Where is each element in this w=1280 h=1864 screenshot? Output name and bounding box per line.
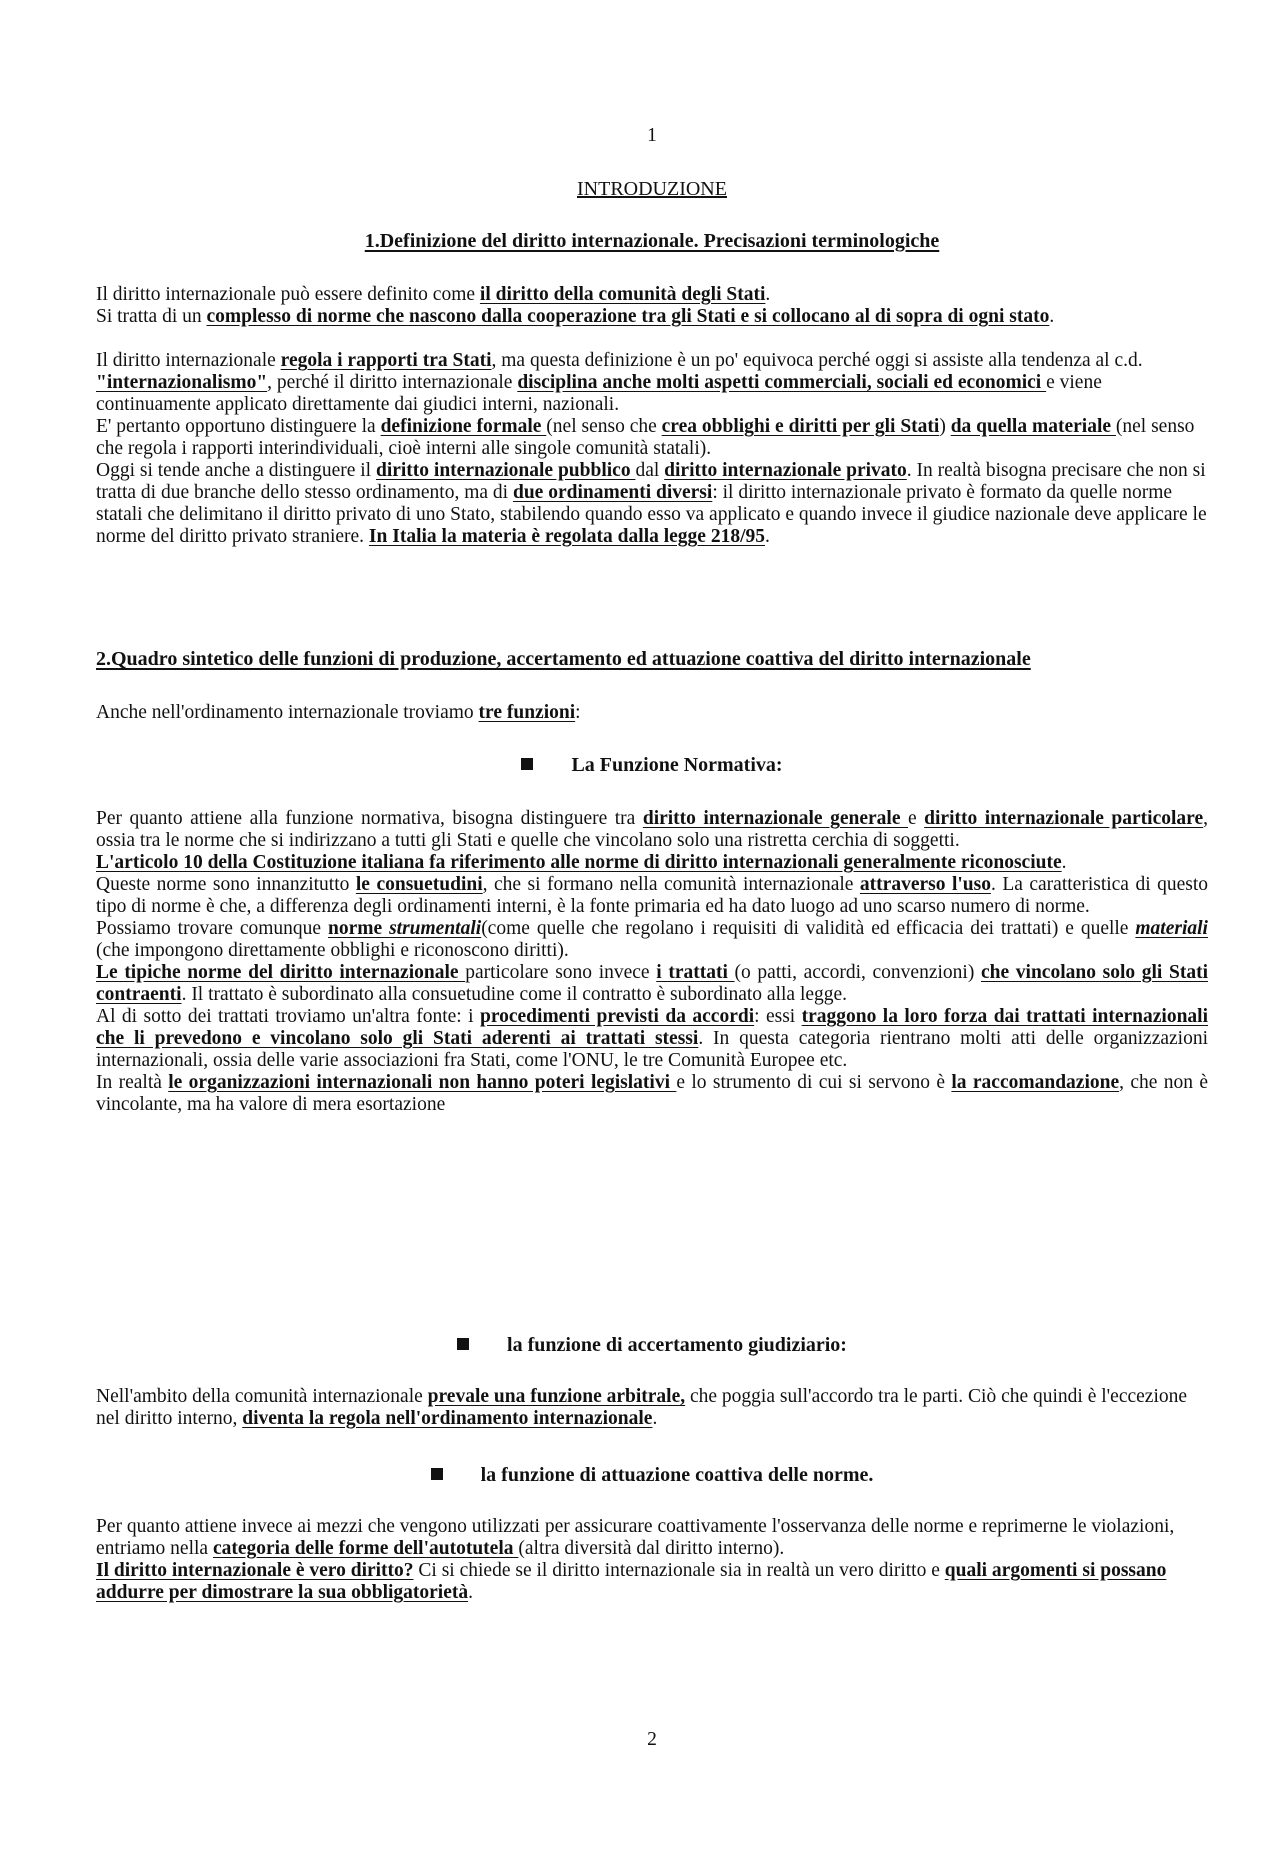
square-bullet-icon <box>431 1468 443 1480</box>
subheading-attuazione-coattiva: la funzione di attuazione coattiva delle norme. <box>96 1464 1208 1486</box>
page-number-bottom: 2 <box>647 1729 657 1750</box>
section1-paragraph2: Il diritto internazionale regola i rapporti tra Stati, ma questa definizione è un po' equivoca perché oggi si assiste alla tendenza al c.d. "internazionalismo", perché il diritto internazionale disciplina anche molti aspetti commerciali, sociali ed economici e viene continuamente applicato direttamente dai giudici interni, nazionali. E' pertanto opportuno distinguere la definizione formale (nel senso che crea obblighi e diritti per gli Stati) da quella materiale (nel senso che regola i rapporti interindividuali, cioè interni alle singole comunità statali). Oggi si tende anche a distinguere il diritto internazionale pubblico dal diritto internazionale privato. In realtà bisogna precisare che non si tratta di due branche dello stesso ordinamento, ma di due ordinamenti diversi: il diritto internazionale privato è formato da quelle norme statali che delimitano il diritto privato di uno Stato, stabilendo quando esso va applicato e quando invece il giudice nazionale deve applicare le norme del diritto privato straniere. In Italia la materia è regolata dalla legge 218/95. <box>96 350 1207 547</box>
section1-heading-text: 1.Definizione del diritto internazionale. Precisazioni terminologiche <box>364 230 940 252</box>
document-title: INTRODUZIONE <box>577 178 727 200</box>
section1-heading <box>96 230 1208 252</box>
section2-intro: Anche nell'ordinamento internazionale troviamo tre funzioni: <box>96 702 581 723</box>
section2-heading <box>96 648 1208 670</box>
attuazione-coattiva-text: Per quanto attiene invece ai mezzi che vengono utilizzati per assicurare coattivamente l'osservanza delle norme e reprimerne le violazioni, entriamo nella categoria delle forme dell'autotutela (altra diversità dal diritto interno). Il diritto internazionale è vero diritto? Ci si chiede se il diritto internazionale sia in realtà un vero diritto e quali argomenti si possano addurre per dimostrare la sua obbligatorietà. <box>96 1516 1175 1603</box>
subheading-accertamento: la funzione di accertamento giudiziario: <box>96 1334 1208 1356</box>
emphasis: il diritto della comunità degli Stati <box>479 284 766 305</box>
square-bullet-icon <box>521 758 533 770</box>
square-bullet-icon <box>457 1338 469 1350</box>
subheading-funzione-normativa: La Funzione Normativa: <box>96 754 1208 776</box>
funzione-normativa-text: Per quanto attiene alla funzione normativa, bisogna distinguere tra diritto internazionale generale e diritto internazionale particolare, ossia tra le norme che si indirizzano a tutti gli Stati e quelle che vincolano solo una ristretta cerchia di soggetti. L'articolo 10 della Costituzione italiana fa riferimento alle norme di diritto internazionali generalmente riconosciute. Queste norme sono innanzitutto le consuetudini, che si formano nella comunità internazionale attraverso l'uso. La caratteristica di questo tipo di norme è che, a differenza degli ordinamenti interni, è la fonte primaria ed ha dato luogo ad uno scarso numero di norme. Possiamo trovare comunque norme strumentali(come quelle che regolano i requisiti di validità ed efficacia dei trattati) e quelle materiali (che impongono direttamente obblighi e riconoscono diritti). Le tipiche norme del diritto internazionale particolare sono invece i trattati (o patti, accordi, convenzioni) che vincolano solo gli Stati contraenti. Il trattato è subordinato alla consuetudine come il contratto è subordinato alla legge. Al di sotto dei trattati troviamo un'altra fonte: i procedimenti previsti da accordi: essi traggono la loro forza dai trattati internazionali che li prevedono e vincolano solo gli Stati aderenti ai trattati stessi. In questa categoria rientrano molti atti delle organizzazioni internazionali, ossia delle varie associazioni fra Stati, come l'ONU, le tre Comunità Europee etc. In realtà le organizzazioni internazionali non hanno poteri legislativi e lo strumento di cui si servono è la raccomandazione, che non è vincolante, ma ha valore di mera esortazione <box>96 808 1209 1115</box>
emphasis: complesso di norme che nascono dalla cooperazione tra gli Stati e si collocano al di sopra di ogni stato <box>206 306 1050 327</box>
section1-paragraph1: Il diritto internazionale può essere definito come il diritto della comunità degli Stati. Si tratta di un complesso di norme che nascono dalla cooperazione tra gli Stati e si collocano al di sopra di ogni stato. <box>96 284 1055 327</box>
page-number-top: 1 <box>647 125 657 146</box>
section2-heading-text: 2.Quadro sintetico delle funzioni di produzione, accertamento ed attuazione coattiva del diritto internazionale <box>96 648 1031 670</box>
accertamento-text: Nell'ambito della comunità internazionale prevale una funzione arbitrale, che poggia sull'accordo tra le parti. Ciò che quindi è l'eccezione nel diritto interno, diventa la regola nell'ordinamento internazionale. <box>96 1386 1188 1429</box>
